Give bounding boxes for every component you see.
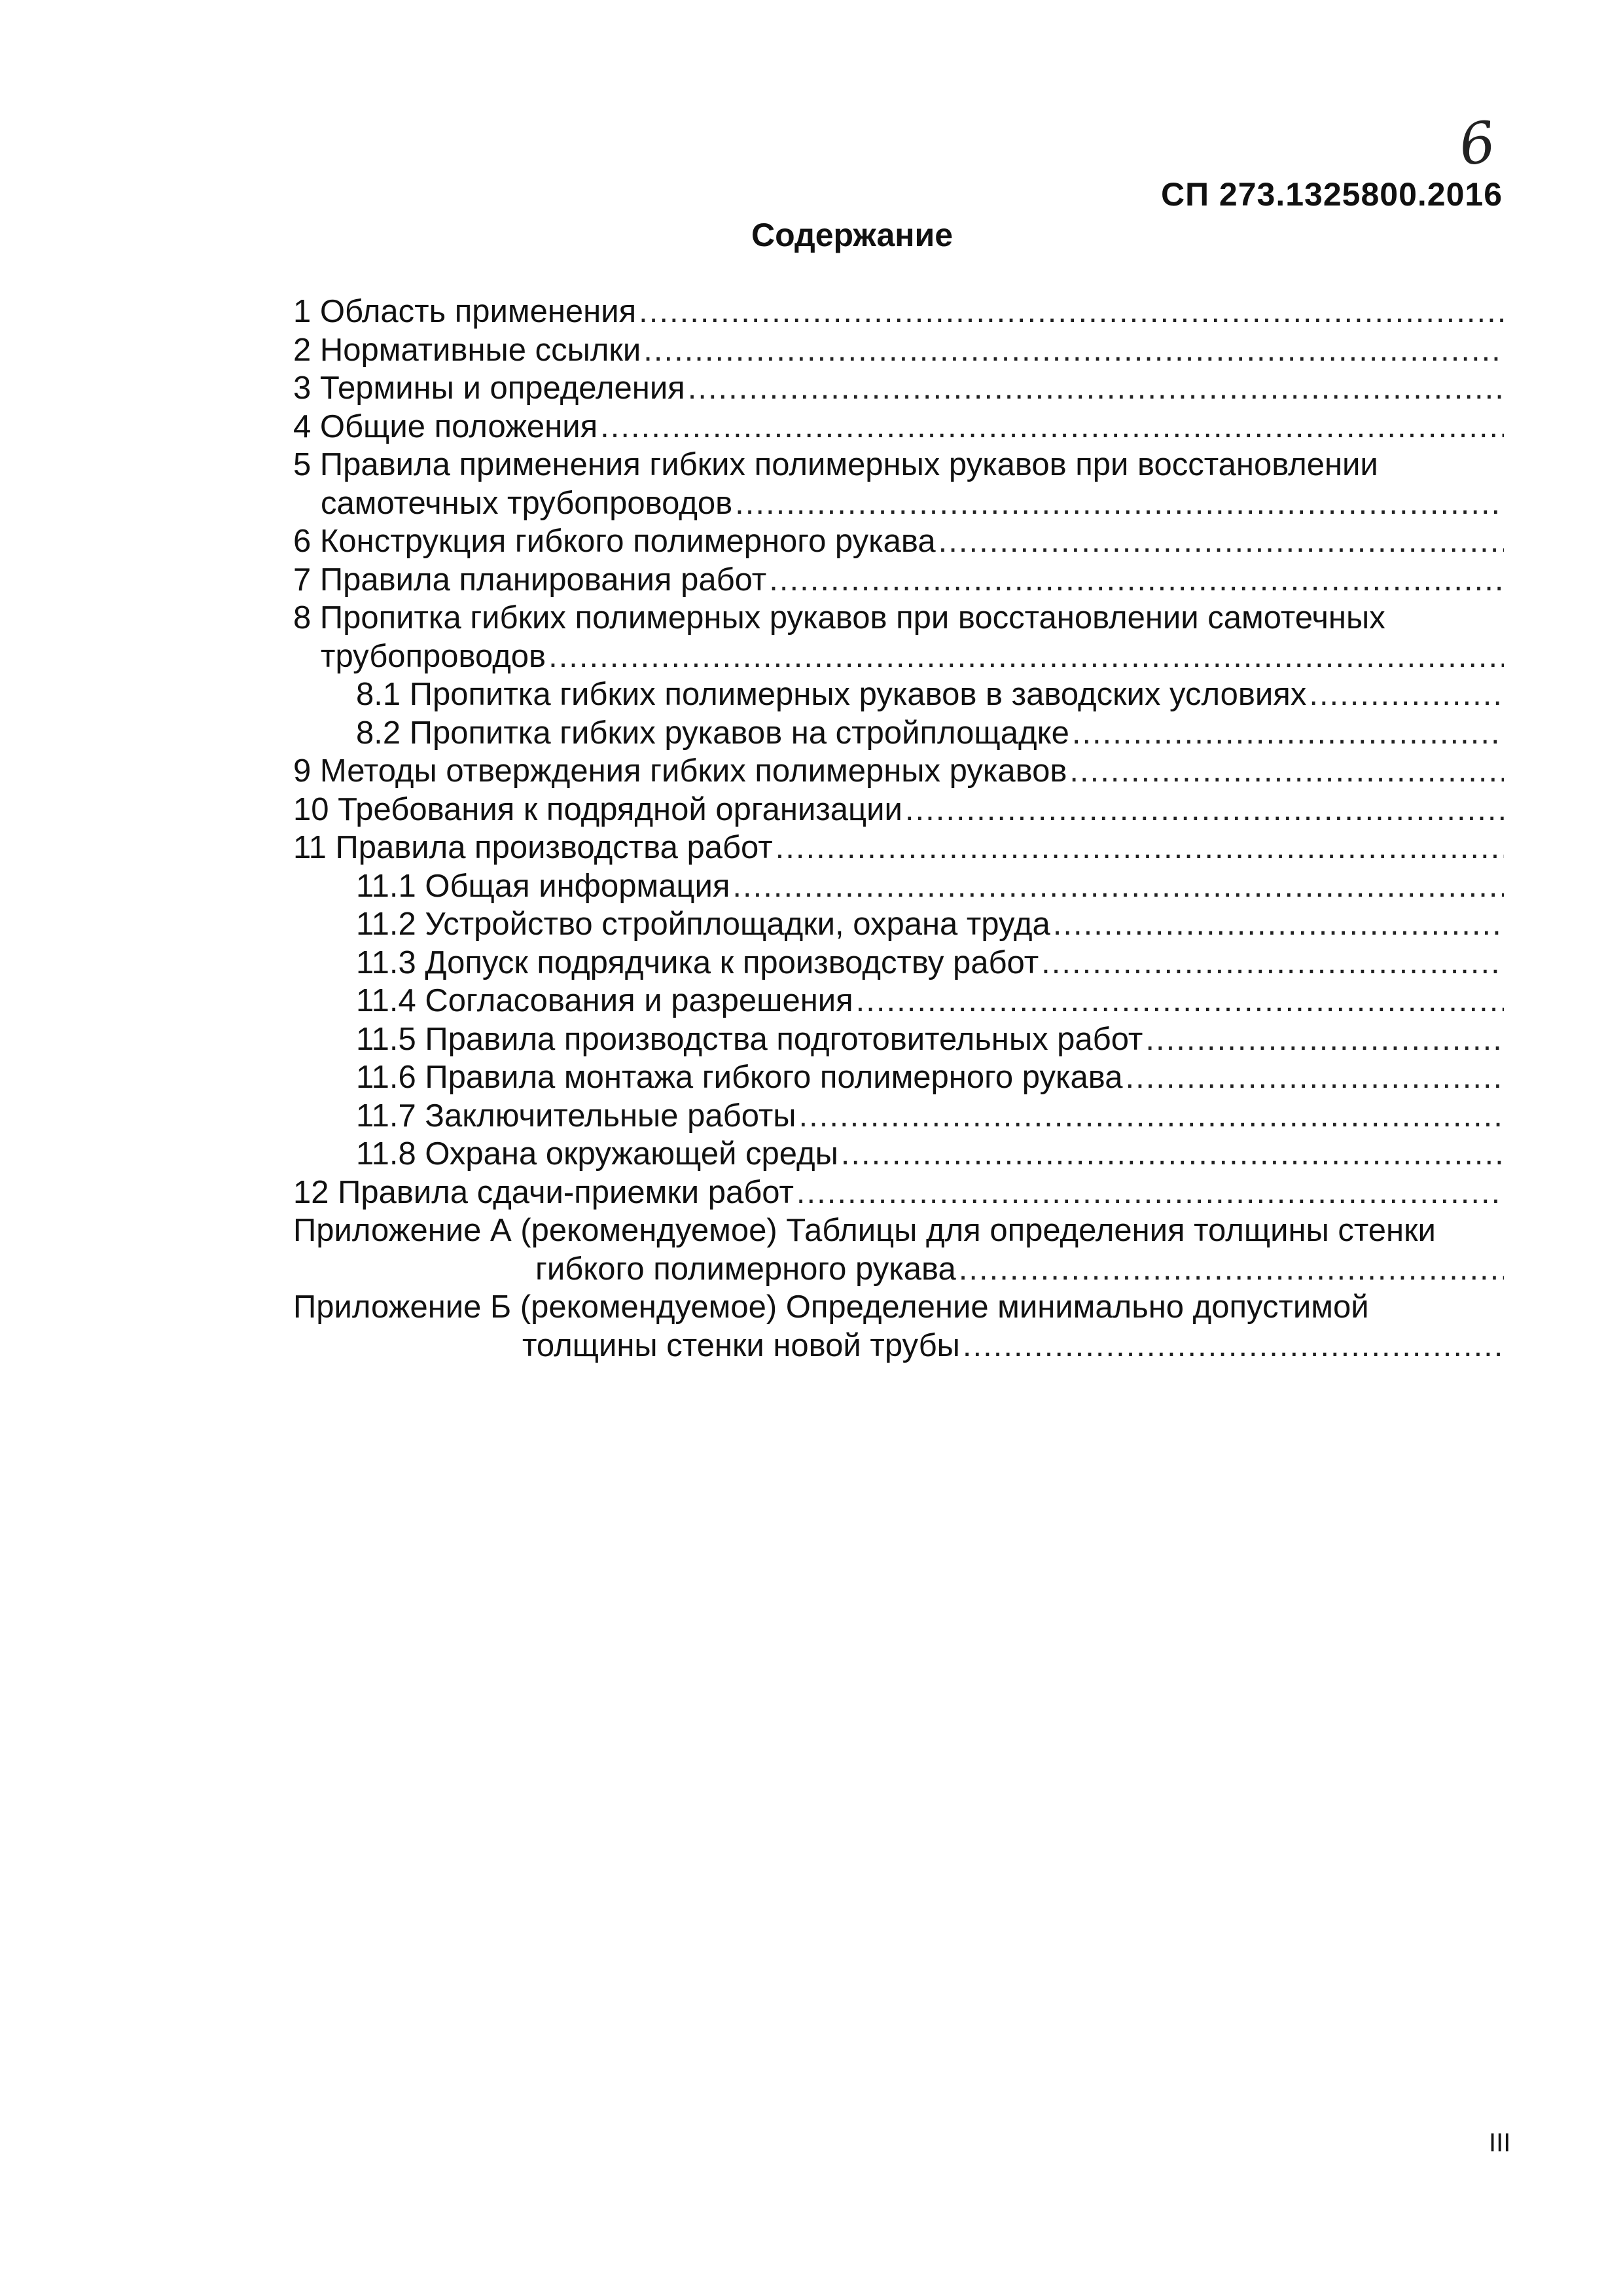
toc-leader-dots (1145, 1020, 1504, 1059)
toc-entry-label: трубопроводов (321, 638, 546, 674)
toc-entry (293, 1327, 1504, 1365)
toc-leader-dots (548, 637, 1504, 676)
toc-entry-label: 11 Правила производства работ (293, 830, 773, 865)
toc-entry-label: 2 Нормативные ссылки (293, 332, 641, 368)
toc-leader-dots (643, 331, 1504, 370)
toc-leader-dots (905, 791, 1504, 829)
toc-leader-dots (959, 1250, 1504, 1289)
toc-entry-label: 6 Конструкция гибкого полимерного рукава (293, 524, 936, 559)
toc-entry-label: 5 Правила применения гибких полимерных рукавов при восстановлении (293, 447, 1378, 482)
toc-entry (293, 1097, 1504, 1136)
toc-entry (293, 791, 1504, 829)
toc-entry (293, 522, 1504, 561)
toc-entry-label: самотечных трубопроводов (321, 485, 733, 521)
page-number: III (1489, 2128, 1511, 2157)
toc-leader-dots (688, 369, 1504, 408)
toc-entry-label: 8.2 Пропитка гибких рукавов на стройплощадке (356, 715, 1069, 751)
toc-entry-label: Приложение Б (рекомендуемое) Определение минимально допустимой (293, 1289, 1369, 1325)
toc-entry-label: 12 Правила сдачи-приемки работ (293, 1174, 794, 1210)
toc-entry-label: 11.5 Правила производства подготовительных работ (356, 1021, 1143, 1057)
toc-entry (293, 293, 1504, 331)
toc-entry-label: 7 Правила планирования работ (293, 562, 767, 598)
toc-entry-label: 8 Пропитка гибких полимерных рукавов при восстановлении самотечных (293, 600, 1385, 636)
toc-entry-label: 1 Область применения (293, 294, 637, 329)
toc-leader-dots (841, 1135, 1504, 1174)
toc-entry (293, 944, 1504, 982)
toc-leader-dots (1069, 752, 1504, 791)
toc-leader-dots (735, 484, 1504, 523)
toc-entry-label: толщины стенки новой трубы (522, 1327, 960, 1363)
toc-entry-label: Приложение А (рекомендуемое) Таблицы для определения толщины стенки (293, 1213, 1436, 1248)
toc-leader-dots (1053, 905, 1504, 944)
toc-entry (293, 1058, 1504, 1097)
table-of-contents (293, 293, 1504, 1365)
toc-entry-label: 11.2 Устройство стройплощадки, охрана труда (356, 906, 1050, 942)
toc-entry (293, 561, 1504, 600)
toc-entry (293, 752, 1504, 791)
toc-entry-label: 9 Методы отверждения гибких полимерных рукавов (293, 753, 1067, 789)
toc-leader-dots (639, 293, 1504, 331)
toc-leader-dots (732, 867, 1504, 906)
document-code: СП 273.1325800.2016 (1160, 176, 1503, 213)
toc-entry-label: 11.1 Общая информация (356, 868, 730, 904)
toc-entry (293, 1174, 1504, 1212)
toc-entry-label: 11.3 Допуск подрядчика к производству работ (356, 944, 1039, 980)
toc-entry (293, 867, 1504, 906)
toc-entry (293, 1135, 1504, 1174)
page-title: Содержание (751, 217, 954, 253)
toc-entry-label: гибкого полимерного рукава (535, 1251, 956, 1287)
toc-entry (293, 446, 1504, 484)
toc-entry-label: 11.7 Заключительные работы (356, 1098, 796, 1134)
toc-leader-dots (769, 561, 1504, 600)
toc-entry-label: 11.8 Охрана окружающей среды (356, 1136, 838, 1172)
toc-leader-dots (1041, 944, 1504, 982)
toc-leader-dots (856, 982, 1504, 1020)
toc-entry (293, 675, 1504, 714)
toc-entry (293, 484, 1504, 523)
toc-entry (293, 1250, 1504, 1289)
toc-entry (293, 1020, 1504, 1059)
toc-leader-dots (1125, 1058, 1504, 1097)
toc-entry (293, 637, 1504, 676)
toc-leader-dots (938, 522, 1504, 561)
toc-entry (293, 982, 1504, 1020)
toc-entry-label: 3 Термины и определения (293, 370, 685, 406)
toc-leader-dots (1309, 675, 1504, 714)
toc-entry (293, 331, 1504, 370)
toc-entry (293, 905, 1504, 944)
toc-entry (293, 408, 1504, 446)
toc-entry (293, 1211, 1504, 1250)
toc-leader-dots (963, 1327, 1504, 1365)
toc-entry-label: 10 Требования к подрядной организации (293, 791, 902, 827)
handwritten-page-number: 6 (1455, 109, 1500, 179)
toc-leader-dots (776, 829, 1504, 867)
toc-leader-dots (1072, 714, 1504, 753)
toc-entry-label: 4 Общие положения (293, 408, 598, 444)
toc-entry (293, 714, 1504, 753)
toc-entry (293, 829, 1504, 867)
toc-leader-dots (799, 1097, 1504, 1136)
toc-entry (293, 369, 1504, 408)
toc-entry-label: 8.1 Пропитка гибких полимерных рукавов в заводских условиях (356, 677, 1307, 712)
toc-leader-dots (600, 408, 1504, 446)
toc-entry (293, 1288, 1504, 1327)
toc-leader-dots (796, 1174, 1504, 1212)
toc-entry (293, 599, 1504, 637)
toc-entry-label: 11.4 Согласования и разрешения (356, 983, 853, 1018)
toc-entry-label: 11.6 Правила монтажа гибкого полимерного рукава (356, 1060, 1123, 1095)
